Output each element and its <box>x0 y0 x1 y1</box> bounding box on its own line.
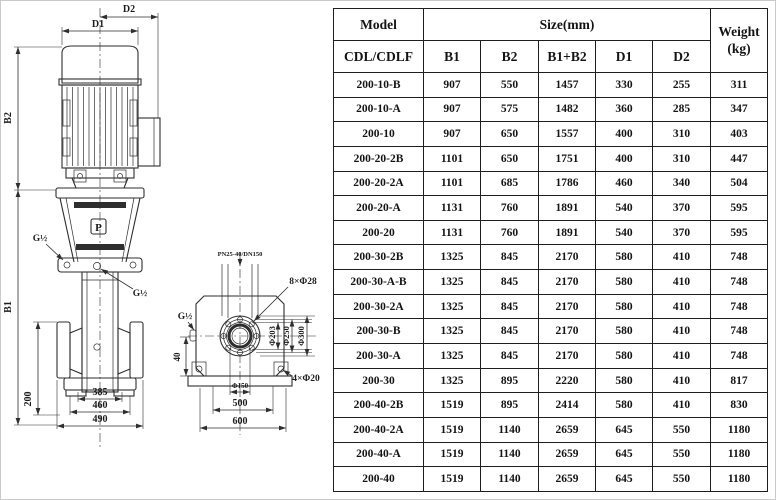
table-row <box>334 220 768 245</box>
value-cell: 845 <box>481 344 539 369</box>
value-cell: 760 <box>481 196 539 221</box>
model-cell: 200-40-2A <box>334 417 424 442</box>
value-cell: 1325 <box>424 294 481 319</box>
value-cell: 2170 <box>539 344 596 369</box>
value-cell: 1751 <box>539 146 596 171</box>
value-cell: 370 <box>653 196 711 221</box>
table-header-row-1 <box>334 9 768 41</box>
value-cell: 1101 <box>424 171 481 196</box>
table-header-row-2 <box>334 41 768 73</box>
value-cell: 1519 <box>424 393 481 418</box>
model-cell: 200-20-2A <box>334 171 424 196</box>
motor-lug <box>130 138 137 156</box>
model-cell: 200-20 <box>334 220 424 245</box>
table-row <box>334 73 768 98</box>
value-cell: 830 <box>711 393 768 418</box>
dimension-label-500: 500 <box>232 398 248 409</box>
value-cell: 410 <box>653 294 711 319</box>
model-cell: 200-10-A <box>334 97 424 122</box>
header-series: CDL/CDLF <box>334 41 424 73</box>
value-cell: 748 <box>711 344 768 369</box>
value-cell: 1325 <box>424 245 481 270</box>
value-cell: 330 <box>596 73 653 98</box>
terminal-box <box>138 118 160 166</box>
value-cell: 410 <box>653 368 711 393</box>
bolt-holes-label: 8×Φ28 <box>289 277 317 287</box>
model-cell: 200-10-B <box>334 73 424 98</box>
dimension-label-b1: B1 <box>3 301 14 313</box>
table-row <box>334 344 768 369</box>
value-cell: 1519 <box>424 442 481 467</box>
pump-top-view <box>172 251 320 435</box>
g-half-leader-upper <box>46 244 63 260</box>
dimension-label-dia250: Φ250 <box>281 326 291 346</box>
header-col-d2: D2 <box>653 41 711 73</box>
port-neck-right <box>118 328 130 374</box>
value-cell: 2170 <box>539 245 596 270</box>
value-cell: 2170 <box>539 319 596 344</box>
dimension-label-40: 40 <box>172 352 182 362</box>
spec-table-body <box>334 73 768 492</box>
table-row <box>334 146 768 171</box>
value-cell: 1180 <box>711 442 768 467</box>
value-cell: 580 <box>596 319 653 344</box>
corner-holes-label: 4×Φ20 <box>292 374 320 384</box>
value-cell: 645 <box>596 442 653 467</box>
vent-port <box>93 262 100 269</box>
value-cell: 2170 <box>539 294 596 319</box>
value-cell: 748 <box>711 245 768 270</box>
bolt-tab <box>74 170 86 182</box>
value-cell: 2659 <box>539 442 596 467</box>
model-cell: 200-30-2A <box>334 294 424 319</box>
brand-logo: P <box>95 222 102 234</box>
value-cell: 311 <box>711 73 768 98</box>
corner-pad <box>274 362 288 376</box>
value-cell: 1131 <box>424 196 481 221</box>
value-cell: 310 <box>653 146 711 171</box>
model-cell: 200-40-2B <box>334 393 424 418</box>
dimension-label-d2: D2 <box>122 4 136 15</box>
value-cell: 1557 <box>539 122 596 147</box>
header-size: Size(mm) <box>424 9 711 41</box>
header-model: Model <box>334 9 424 41</box>
port-flange-left <box>57 322 70 378</box>
header-weight-text: Weight <box>718 23 760 39</box>
table-row <box>334 245 768 270</box>
value-cell: 550 <box>653 417 711 442</box>
value-cell: 2220 <box>539 368 596 393</box>
flange-bolt <box>130 262 136 268</box>
dimension-label-d1: D1 <box>91 19 105 30</box>
flange-bolt <box>64 262 70 268</box>
value-cell: 595 <box>711 220 768 245</box>
value-cell: 1519 <box>424 467 481 492</box>
dimension-label-dia203: Φ203 <box>267 326 277 346</box>
dimension-label-200: 200 <box>23 391 34 407</box>
model-cell: 200-20-A <box>334 196 424 221</box>
table-row <box>334 319 768 344</box>
dimension-label-dia150: Φ150 <box>231 382 249 390</box>
value-cell: 595 <box>711 196 768 221</box>
motor-fins <box>67 87 133 166</box>
value-cell: 285 <box>653 97 711 122</box>
value-cell: 1482 <box>539 97 596 122</box>
base-foot <box>114 390 134 396</box>
value-cell: 2659 <box>539 417 596 442</box>
port-neck-left <box>70 328 82 374</box>
value-cell: 895 <box>481 368 539 393</box>
value-cell: 370 <box>653 220 711 245</box>
table-row <box>334 196 768 221</box>
value-cell: 1180 <box>711 417 768 442</box>
table-row <box>334 122 768 147</box>
value-cell: 1101 <box>424 146 481 171</box>
motor-lug <box>63 100 70 126</box>
value-cell: 410 <box>653 270 711 295</box>
value-cell: 845 <box>481 245 539 270</box>
model-cell: 200-30-2B <box>334 245 424 270</box>
value-cell: 907 <box>424 97 481 122</box>
bolt-tab <box>114 170 126 182</box>
value-cell: 447 <box>711 146 768 171</box>
dimension-label-600: 600 <box>232 416 248 427</box>
value-cell: 748 <box>711 270 768 295</box>
header-col-b1: B1 <box>424 41 481 73</box>
value-cell: 1325 <box>424 270 481 295</box>
value-cell: 504 <box>711 171 768 196</box>
value-cell: 645 <box>596 467 653 492</box>
coupling-band <box>74 202 126 208</box>
motor-lug <box>130 100 137 126</box>
header-col-b2: B2 <box>481 41 539 73</box>
value-cell: 347 <box>711 97 768 122</box>
value-cell: 2659 <box>539 467 596 492</box>
dimension-label-490: 490 <box>92 414 108 425</box>
base-foot <box>66 390 86 396</box>
table-row <box>334 442 768 467</box>
value-cell: 575 <box>481 97 539 122</box>
value-cell: 1131 <box>424 220 481 245</box>
value-cell: 907 <box>424 122 481 147</box>
model-cell: 200-30-A-B <box>334 270 424 295</box>
value-cell: 1180 <box>711 467 768 492</box>
model-cell: 200-40-A <box>334 442 424 467</box>
value-cell: 540 <box>596 220 653 245</box>
value-cell: 1519 <box>424 417 481 442</box>
value-cell: 410 <box>653 245 711 270</box>
table-row <box>334 97 768 122</box>
value-cell: 580 <box>596 245 653 270</box>
table-row <box>334 393 768 418</box>
value-cell: 645 <box>596 417 653 442</box>
value-cell: 410 <box>653 393 711 418</box>
dimension-label-dia300: Φ300 <box>296 326 306 346</box>
drain-port <box>94 344 100 350</box>
value-cell: 1891 <box>539 220 596 245</box>
table-row <box>334 368 768 393</box>
value-cell: 550 <box>653 467 711 492</box>
value-cell: 1325 <box>424 368 481 393</box>
value-cell: 403 <box>711 122 768 147</box>
table-row <box>334 270 768 295</box>
model-cell: 200-20-2B <box>334 146 424 171</box>
value-cell: 310 <box>653 122 711 147</box>
g-half-label-top-view: G½ <box>177 312 193 322</box>
dimension-label-b2: B2 <box>3 112 14 124</box>
header-col-d1: D1 <box>596 41 653 73</box>
table-row <box>334 171 768 196</box>
value-cell: 1891 <box>539 196 596 221</box>
value-cell: 360 <box>596 97 653 122</box>
dimension-label-385: 385 <box>92 387 108 398</box>
g-half-leader-top-view <box>188 322 194 330</box>
dimension-label-460: 460 <box>92 400 108 411</box>
flange-spec-label: PN25-40/DN150 <box>217 251 263 258</box>
value-cell: 1325 <box>424 344 481 369</box>
value-cell: 400 <box>596 122 653 147</box>
value-cell: 1140 <box>481 417 539 442</box>
value-cell: 540 <box>596 196 653 221</box>
value-cell: 550 <box>653 442 711 467</box>
pump-drawing-svg <box>0 0 335 500</box>
spec-table <box>333 8 768 492</box>
value-cell: 1325 <box>424 319 481 344</box>
value-cell: 580 <box>596 393 653 418</box>
value-cell: 460 <box>596 171 653 196</box>
motor-lug <box>63 138 70 156</box>
value-cell: 2414 <box>539 393 596 418</box>
value-cell: 1140 <box>481 467 539 492</box>
value-cell: 580 <box>596 344 653 369</box>
table-row <box>334 417 768 442</box>
value-cell: 895 <box>481 393 539 418</box>
g-half-label-upper: G½ <box>32 234 48 244</box>
value-cell: 2170 <box>539 270 596 295</box>
value-cell: 845 <box>481 270 539 295</box>
value-cell: 1457 <box>539 73 596 98</box>
value-cell: 1140 <box>481 442 539 467</box>
header-col-b1b2: B1+B2 <box>539 41 596 73</box>
value-cell: 845 <box>481 319 539 344</box>
value-cell: 340 <box>653 171 711 196</box>
coupling-band <box>76 244 124 250</box>
port-flange-right <box>130 322 143 378</box>
value-cell: 410 <box>653 319 711 344</box>
value-cell: 760 <box>481 220 539 245</box>
value-cell: 580 <box>596 368 653 393</box>
table-row <box>334 294 768 319</box>
value-cell: 748 <box>711 294 768 319</box>
header-weight <box>711 9 768 73</box>
value-cell: 580 <box>596 270 653 295</box>
value-cell: 685 <box>481 171 539 196</box>
model-cell: 200-30 <box>334 368 424 393</box>
value-cell: 550 <box>481 73 539 98</box>
value-cell: 817 <box>711 368 768 393</box>
value-cell: 580 <box>596 294 653 319</box>
value-cell: 650 <box>481 122 539 147</box>
value-cell: 907 <box>424 73 481 98</box>
value-cell: 255 <box>653 73 711 98</box>
value-cell: 748 <box>711 319 768 344</box>
corner-holes-leader <box>283 370 292 376</box>
header-weight-unit: (kg) <box>727 40 751 56</box>
table-row <box>334 467 768 492</box>
value-cell: 1786 <box>539 171 596 196</box>
value-cell: 650 <box>481 146 539 171</box>
g-half-label-lower: G½ <box>132 289 148 299</box>
pump-technical-drawing <box>0 0 335 500</box>
g-half-port <box>190 330 196 341</box>
value-cell: 400 <box>596 146 653 171</box>
model-cell: 200-30-A <box>334 344 424 369</box>
model-cell: 200-10 <box>334 122 424 147</box>
model-cell: 200-30-B <box>334 319 424 344</box>
model-cell: 200-40 <box>334 467 424 492</box>
pump-front-view <box>3 4 160 448</box>
corner-pad <box>192 362 206 376</box>
value-cell: 845 <box>481 294 539 319</box>
value-cell: 410 <box>653 344 711 369</box>
